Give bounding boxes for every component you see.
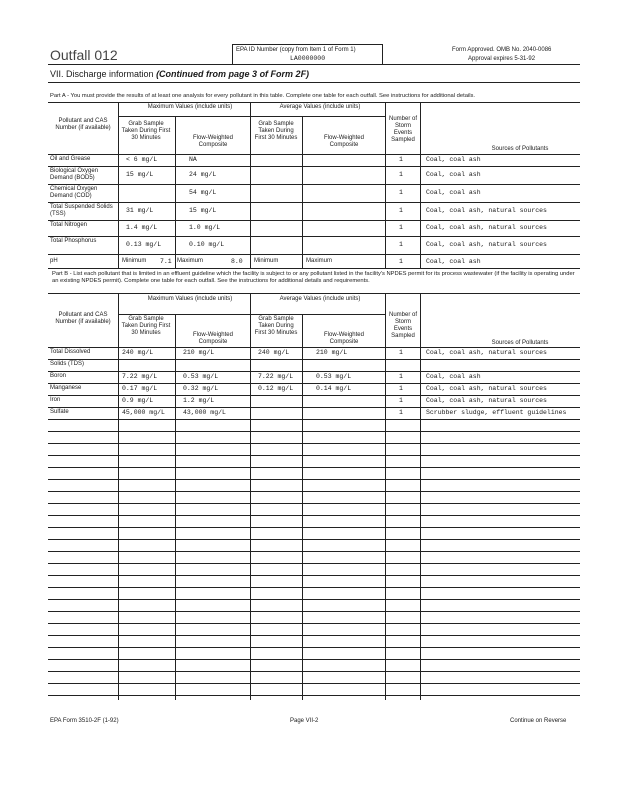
part-a-ph-min-value: 7.1 [160, 258, 172, 265]
part-b-sources-value: Coal, coal ash [426, 373, 481, 380]
part-a-sources-value: Coal, coal ash, natural sources [426, 207, 547, 214]
part-b-max-grab-value: 0.17 mg/L [122, 385, 158, 392]
part-a-max-grab-value: 0.13 mg/L [126, 241, 162, 248]
part-a-avg-header: Average Values (include units) [279, 104, 361, 110]
part-a-events-header: Number of Storm Events Sampled [388, 116, 417, 143]
part-b-max-flow-value: 210 mg/L [183, 349, 215, 356]
part-a-events-value: 1 [399, 171, 403, 178]
part-a-top-rule [48, 102, 580, 103]
part-b-pollutant-name: Solids (TDS) [50, 361, 85, 367]
part-b-pollutant-name: Sulfate [50, 409, 69, 415]
continue-on-reverse: Continue on Reverse [510, 718, 567, 724]
part-b-max-header: Maximum Values (include units) [147, 296, 233, 302]
part-b-events-value: 1 [399, 373, 403, 380]
part-a-sources-value: Coal, coal ash, natural sources [426, 224, 547, 231]
part-b-empty-row-rule [48, 575, 580, 576]
part-a-row-rule [48, 254, 580, 255]
part-b-avg-grab-value: 7.22 mg/L [258, 373, 294, 380]
part-b-empty-row-rule [48, 527, 580, 528]
part-b-max-grab-value: 0.9 mg/L [122, 397, 154, 404]
part-b-sources-value: Scrubber sludge, effluent guidelines [426, 409, 567, 416]
part-a-bottom-rule [48, 268, 580, 269]
part-b-sources-value: Coal, coal ash, natural sources [426, 349, 547, 356]
part-a-max-flow-value: 24 mg/L [189, 171, 217, 178]
part-a-column-rule [385, 102, 386, 268]
section-top-rule [48, 64, 580, 65]
part-a-column-rule [420, 102, 421, 268]
part-b-empty-row-rule [48, 671, 580, 672]
part-b-empty-row-rule [48, 599, 580, 600]
header-box-left [232, 44, 233, 64]
part-a-ph-events: 1 [399, 258, 403, 265]
part-b-empty-row-rule [48, 551, 580, 552]
part-b-row-rule [48, 371, 580, 372]
part-a-max-flow-value: NA [189, 156, 197, 163]
part-a-max-flow-value: 54 mg/L [189, 189, 217, 196]
epa-id-value: LA0000000 [290, 55, 326, 62]
part-a-instruction: Part A - You must provide the results of at least one analysis for every pollutant in this table. Complete one table for each outfall. See instructions for additional details. [50, 93, 476, 99]
part-b-empty-row-rule [48, 647, 580, 648]
part-b-empty-row-rule [48, 455, 580, 456]
part-b-empty-row-rule [48, 443, 580, 444]
part-b-avg-sub-rule [250, 314, 385, 315]
part-a-sources-value: Coal, coal ash, natural sources [426, 241, 547, 248]
part-a-row-rule [48, 220, 580, 221]
part-b-column-rule [118, 293, 119, 700]
page-number: Page VII-2 [290, 718, 319, 724]
part-a-row-rule [48, 202, 580, 203]
part-b-empty-row-rule [48, 539, 580, 540]
part-a-ph-min2-label: Minimum [254, 258, 279, 264]
part-a-max-grab-value: 15 mg/L [126, 171, 154, 178]
part-b-pollutant-name: Manganese [50, 385, 82, 391]
part-a-max-grab-value: 31 mg/L [126, 207, 154, 214]
form-number: EPA Form 3510-2F (1-92) [50, 718, 119, 724]
part-b-avg-flow-value: 210 mg/L [316, 349, 348, 356]
part-a-flow-avg-header: Flow-Weighted Composite [324, 135, 364, 148]
part-b-column-rule [250, 293, 251, 700]
part-b-column-rule [420, 293, 421, 700]
part-b-empty-row-rule [48, 623, 580, 624]
part-b-empty-row-rule [48, 587, 580, 588]
part-a-events-value: 1 [399, 224, 403, 231]
part-a-events-value: 1 [399, 189, 403, 196]
part-a-max-header: Maximum Values (include units) [147, 104, 233, 110]
epa-id-label: EPA ID Number (copy from Item 1 of Form 1) [236, 47, 356, 53]
part-b-empty-row-rule [48, 635, 580, 636]
part-b-empty-row-rule [48, 431, 580, 432]
part-a-max-flow-value: 1.0 mg/L [189, 224, 221, 231]
part-b-empty-row-rule [48, 491, 580, 492]
part-a-grab-avg-header: Grab Sample Taken During First 30 Minutes [254, 121, 298, 141]
part-b-events-header: Number of Storm Events Sampled [388, 312, 417, 339]
part-b-column-rule [385, 293, 386, 700]
part-b-max-flow-value: 1.2 mg/L [183, 397, 215, 404]
part-b-row-rule [48, 407, 580, 408]
part-a-pollutant-name: Biological Oxygen Demand (BOD5) [50, 168, 99, 181]
part-b-max-sub-rule [118, 314, 250, 315]
part-b-empty-row-rule [48, 479, 580, 480]
part-a-max-sub-rule [118, 116, 250, 117]
part-a-ph-max2-label: Maximum [306, 258, 333, 264]
part-b-column-rule [175, 314, 176, 700]
part-a-pollutant-name: Total Nitrogen [50, 222, 88, 228]
part-a-sources-value: Coal, coal ash [426, 189, 481, 196]
part-a-events-value: 1 [399, 156, 403, 163]
header-box-top [232, 44, 382, 45]
part-b-max-grab-value: 7.22 mg/L [122, 373, 158, 380]
part-a-ph-sources: Coal, coal ash [426, 258, 481, 265]
part-b-empty-row-rule [48, 683, 580, 684]
part-b-events-value: 1 [399, 385, 403, 392]
part-b-max-grab-value: 240 mg/L [122, 349, 154, 356]
part-a-pollutant-name: Total Phosphorus [50, 238, 97, 244]
part-a-grab-header: Grab Sample Taken During First 30 Minutes [121, 121, 171, 141]
part-b-empty-row-rule [48, 563, 580, 564]
part-a-row-rule [48, 236, 580, 237]
part-a-column-rule [118, 102, 119, 268]
part-b-avg-grab-value: 0.12 mg/L [258, 385, 294, 392]
part-b-pollutant-name: Boron [50, 373, 67, 379]
part-a-max-flow-value: 15 mg/L [189, 207, 217, 214]
omb-number: Form Approved. OMB No. 2040-0086 [452, 47, 552, 53]
part-b-max-flow-value: 0.53 mg/L [183, 373, 219, 380]
part-a-events-value: 1 [399, 241, 403, 248]
part-a-row-rule [48, 166, 580, 167]
part-a-avg-sub-rule [250, 116, 385, 117]
part-a-max-grab-value: < 6 mg/L [126, 156, 158, 163]
part-b-events-value: 1 [399, 349, 403, 356]
part-b-avg-flow-value: 0.53 mg/L [316, 373, 352, 380]
part-a-pollutant-name: Chemical Oxygen Demand (COD) [50, 186, 98, 199]
part-b-empty-row-rule [48, 515, 580, 516]
part-b-row-rule [48, 359, 580, 360]
part-b-events-value: 1 [399, 397, 403, 404]
part-a-ph-max-label: Maximum [177, 258, 204, 264]
part-b-row-rule [48, 419, 580, 420]
part-b-max-flow-value: 43,000 mg/L [183, 409, 226, 416]
part-b-flow-header: Flow-Weighted Composite [193, 332, 233, 345]
part-b-avg-flow-value: 0.14 mg/L [316, 385, 352, 392]
part-b-empty-row-rule [48, 467, 580, 468]
part-a-ph-min-label: Minimum [122, 258, 147, 264]
part-a-row-rule [48, 184, 580, 185]
part-b-grab-header: Grab Sample Taken During First 30 Minutes [121, 316, 171, 336]
section-title [50, 69, 309, 79]
part-b-max-grab-value: 45,000 mg/L [122, 409, 165, 416]
part-b-grab-avg-header: Grab Sample Taken During First 30 Minutes [254, 316, 298, 336]
part-b-avg-grab-value: 240 mg/L [258, 349, 290, 356]
part-b-empty-row-rule [48, 503, 580, 504]
part-a-max-flow-value: 0.10 mg/L [189, 241, 225, 248]
part-a-sources-value: Coal, coal ash [426, 156, 481, 163]
part-a-pollutant-name: Oil and Grease [50, 156, 91, 162]
part-a-events-value: 1 [399, 207, 403, 214]
part-b-flow-avg-header: Flow-Weighted Composite [324, 332, 364, 345]
part-a-column-rule [302, 116, 303, 268]
part-b-row-rule [48, 395, 580, 396]
part-b-empty-row-rule [48, 659, 580, 660]
part-b-column-rule [302, 314, 303, 700]
part-a-sources-header: Sources of Pollutants [491, 146, 549, 152]
part-b-avg-header: Average Values (include units) [279, 296, 361, 302]
part-b-pollutant-name: Iron [50, 397, 61, 403]
part-a-pollutant-name: Total Suspended Solids (TSS) [50, 204, 113, 217]
part-b-header-rule [48, 347, 580, 348]
part-b-max-flow-value: 0.32 mg/L [183, 385, 219, 392]
part-b-top-rule [48, 293, 580, 294]
part-a-column-rule [250, 102, 251, 268]
part-b-pollutant-name: Total Dissolved [50, 349, 91, 355]
part-a-pollutant-header: Pollutant and CAS Number (if available) [55, 118, 111, 131]
part-b-empty-row-rule [48, 695, 580, 696]
part-b-empty-row-rule [48, 611, 580, 612]
part-a-column-rule [175, 116, 176, 268]
part-b-instruction: Part B - List each pollutant that is limited in an effluent guideline which the facility is subject to or any pollutant listed in the facility's NPDES permit for its process wastewater (if the facility is operating under an existing NPDES permit). Complete one table for each outfall. See the instructions for additional details and requirements. [52, 271, 575, 284]
part-b-sources-header: Sources of Pollutants [491, 340, 549, 346]
section-title-text: VII. Discharge information [50, 69, 154, 79]
part-a-header-rule [48, 154, 580, 155]
section-title-continued: (Continued from page 3 of Form 2F) [156, 69, 310, 79]
part-a-sources-value: Coal, coal ash [426, 171, 481, 178]
part-b-sources-value: Coal, coal ash, natural sources [426, 397, 547, 404]
part-b-row-rule [48, 383, 580, 384]
outfall-label: Outfall 012 [50, 47, 118, 63]
header-box-right [382, 44, 383, 64]
part-a-ph-name: pH [50, 258, 58, 264]
part-a-flow-header: Flow-Weighted Composite [193, 135, 233, 148]
part-b-events-value: 1 [399, 409, 403, 416]
approval-expiry: Approval expires 5-31-92 [468, 56, 536, 62]
part-b-sources-value: Coal, coal ash, natural sources [426, 385, 547, 392]
section-under-rule [48, 82, 580, 83]
part-a-ph-max-value: 8.0 [231, 258, 243, 265]
part-b-pollutant-header: Pollutant and CAS Number (if available) [55, 312, 111, 325]
part-a-max-grab-value: 1.4 mg/L [126, 224, 158, 231]
